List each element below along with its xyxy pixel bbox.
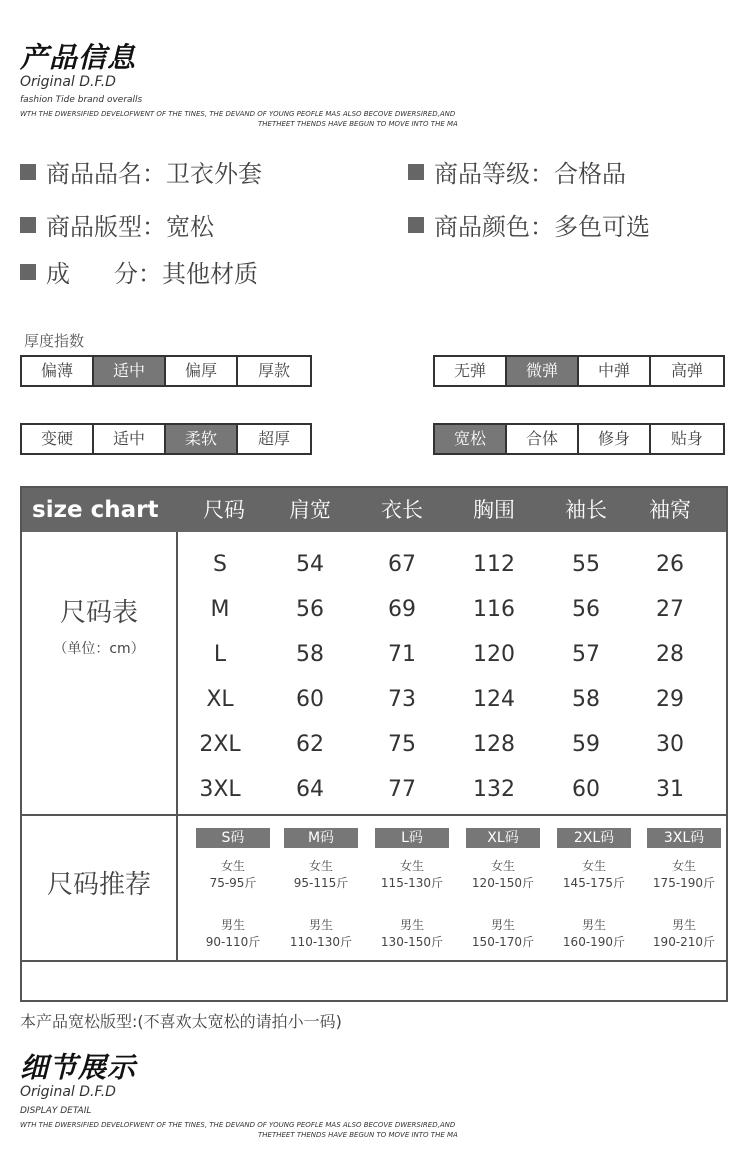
- option-chip: 偏厚: [166, 357, 238, 385]
- measure-cell: 29: [656, 687, 684, 712]
- female-recommend: 145-175斤: [562, 876, 626, 890]
- measure-cell: 124: [473, 687, 515, 712]
- male-recommend: 男生: [671, 918, 696, 932]
- bullet-square-icon: [20, 264, 36, 280]
- size-tag: M码: [284, 828, 358, 848]
- col-header: 袖窝: [649, 498, 691, 522]
- info-color-text: 商品颜色：多色可选: [434, 213, 650, 241]
- size-tag: L码: [375, 828, 449, 848]
- option-chip: 修身: [579, 425, 651, 453]
- measure-cell: 54: [296, 552, 324, 577]
- female-recommend: 175-190斤: [652, 876, 716, 890]
- size-chart-header: [22, 488, 726, 532]
- measure-cell: 56: [296, 597, 324, 622]
- size-tag: XL码: [466, 828, 540, 848]
- female-recommend: 75-95斤: [209, 876, 257, 890]
- brand-original: Original D.F.D: [20, 74, 116, 90]
- measure-cell: 73: [388, 687, 416, 712]
- tagline-line2: THETHEET THENDS HAVE BEGUN TO MOVE INTO THE MA: [258, 120, 458, 128]
- option-chip: 变硬: [22, 425, 94, 453]
- size-cell: L: [213, 642, 227, 667]
- measure-cell: 55: [572, 552, 600, 577]
- brand-subtitle: fashion Tide brand overalls: [20, 95, 143, 105]
- col-header: 尺码: [203, 498, 245, 522]
- page-title: 产品信息: [20, 41, 137, 74]
- female-recommend: 女生: [220, 859, 245, 873]
- option-chip: 柔软: [166, 425, 238, 453]
- info-fit-text: 商品版型：宽松: [46, 213, 214, 241]
- col-header: 衣长: [381, 498, 423, 522]
- measure-cell: 59: [572, 732, 600, 757]
- measure-cell: 27: [656, 597, 684, 622]
- option-chip: 宽松: [435, 425, 507, 453]
- row-divider: [22, 960, 726, 962]
- female-recommend: 女生: [581, 859, 606, 873]
- col-header: 袖长: [565, 498, 607, 522]
- tagline-line1: WTH THE DWERSIFIED DEVELOFWENT OF THE TINES, THE DEVAND OF YOUNG PEOFLE MAS ALSO BECOVE DWERSIRED,AND: [20, 110, 456, 118]
- male-recommend: 男生: [308, 918, 333, 932]
- option-chip: 无弹: [435, 357, 507, 385]
- size-cell: 2XL: [199, 732, 241, 757]
- bullet-square-icon: [20, 217, 36, 233]
- male-recommend: 男生: [399, 918, 424, 932]
- info-material-label: 成: [46, 260, 70, 288]
- measure-cell: 116: [473, 597, 515, 622]
- detail-original: Original D.F.D: [20, 1084, 116, 1100]
- bullet-square-icon: [20, 164, 36, 180]
- col-header: 胸围: [473, 498, 515, 522]
- fit-note: 本产品宽松版型:(不喜欢太宽松的请拍小一码): [20, 1012, 342, 1031]
- female-recommend: 女生: [399, 859, 424, 873]
- option-chip: 微弹: [507, 357, 579, 385]
- measure-cell: 58: [572, 687, 600, 712]
- measure-cell: 57: [572, 642, 600, 667]
- size-cell: S: [213, 552, 227, 577]
- bullet-square-icon: [408, 164, 424, 180]
- measure-cell: 75: [388, 732, 416, 757]
- measure-cell: 67: [388, 552, 416, 577]
- option-chip: 厚款: [257, 361, 290, 380]
- measure-cell: 77: [388, 777, 416, 802]
- measure-cell: 71: [388, 642, 416, 667]
- female-recommend: 95-115斤: [293, 876, 349, 890]
- detail-tagline-line2: THETHEET THENDS HAVE BEGUN TO MOVE INTO THE MA: [258, 1131, 458, 1139]
- male-recommend: 160-190斤: [562, 935, 626, 949]
- option-chip: 贴身: [670, 429, 703, 448]
- info-fit: [20, 207, 214, 242]
- thickness-row2: [20, 423, 312, 455]
- column-divider: [176, 532, 178, 962]
- male-recommend: 男生: [581, 918, 606, 932]
- option-chip: 适中: [94, 425, 166, 453]
- female-recommend: 女生: [671, 859, 696, 873]
- option-chip: 偏薄: [22, 357, 94, 385]
- measure-cell: 120: [473, 642, 515, 667]
- option-chip: 中弹: [579, 357, 651, 385]
- female-recommend: 女生: [308, 859, 333, 873]
- info-name: [20, 154, 262, 189]
- info-grade: [408, 154, 626, 189]
- info-grade-text: 商品等级：合格品: [434, 160, 626, 188]
- male-recommend: 110-130斤: [289, 935, 353, 949]
- measure-cell: 60: [572, 777, 600, 802]
- thickness-row1: [20, 355, 312, 387]
- elastic-row: [433, 355, 725, 387]
- col-header: 肩宽: [289, 498, 331, 522]
- measure-cell: 64: [296, 777, 324, 802]
- detail-tagline-line1: WTH THE DWERSIFIED DEVELOFWENT OF THE TINES, THE DEVAND OF YOUNG PEOFLE MAS ALSO BECOVE DWERSIRED,AND: [20, 1121, 456, 1129]
- measure-cell: 58: [296, 642, 324, 667]
- size-chart: [20, 486, 728, 1002]
- measure-cell: 69: [388, 597, 416, 622]
- size-recommend-label: 尺码推荐: [46, 870, 151, 900]
- thickness-label: 厚度指数: [24, 332, 85, 350]
- male-recommend: 130-150斤: [380, 935, 444, 949]
- info-material: [20, 254, 258, 289]
- female-recommend: 120-150斤: [471, 876, 535, 890]
- option-chip: 合体: [507, 425, 579, 453]
- row-divider: [22, 814, 726, 816]
- size-chart-title: size chart: [32, 497, 159, 523]
- measure-cell: 28: [656, 642, 684, 667]
- female-recommend: 女生: [490, 859, 515, 873]
- measure-cell: 26: [656, 552, 684, 577]
- info-material-value: 分：其他材质: [114, 260, 258, 288]
- male-recommend: 190-210斤: [652, 935, 716, 949]
- option-chip: 高弹: [670, 361, 703, 380]
- measure-cell: 30: [656, 732, 684, 757]
- option-chip: 适中: [94, 357, 166, 385]
- male-recommend: 90-110斤: [205, 935, 261, 949]
- info-name-text: 商品品名：卫衣外套: [46, 160, 262, 188]
- male-recommend: 男生: [490, 918, 515, 932]
- female-recommend: 115-130斤: [380, 876, 444, 890]
- size-tag: 3XL码: [647, 828, 721, 848]
- size-tag: 2XL码: [557, 828, 631, 848]
- male-recommend: 150-170斤: [471, 935, 535, 949]
- measure-cell: 112: [473, 552, 515, 577]
- measure-cell: 31: [656, 777, 684, 802]
- detail-subtitle: DISPLAY DETAIL: [20, 1106, 92, 1116]
- bullet-square-icon: [408, 217, 424, 233]
- measure-cell: 60: [296, 687, 324, 712]
- info-color: [408, 207, 650, 242]
- measure-cell: 62: [296, 732, 324, 757]
- size-tag: S码: [196, 828, 270, 848]
- measure-cell: 128: [473, 732, 515, 757]
- size-table-unit: （单位：cm）: [53, 641, 145, 657]
- option-chip: 超厚: [257, 429, 290, 448]
- measure-cell: 56: [572, 597, 600, 622]
- measure-cell: 132: [473, 777, 515, 802]
- fit-row: [433, 423, 725, 455]
- size-table-label: 尺码表: [59, 598, 138, 628]
- size-cell: 3XL: [199, 777, 241, 802]
- size-cell: XL: [206, 687, 234, 712]
- size-cell: M: [210, 597, 230, 622]
- male-recommend: 男生: [220, 918, 245, 932]
- detail-title: 细节展示: [20, 1051, 137, 1084]
